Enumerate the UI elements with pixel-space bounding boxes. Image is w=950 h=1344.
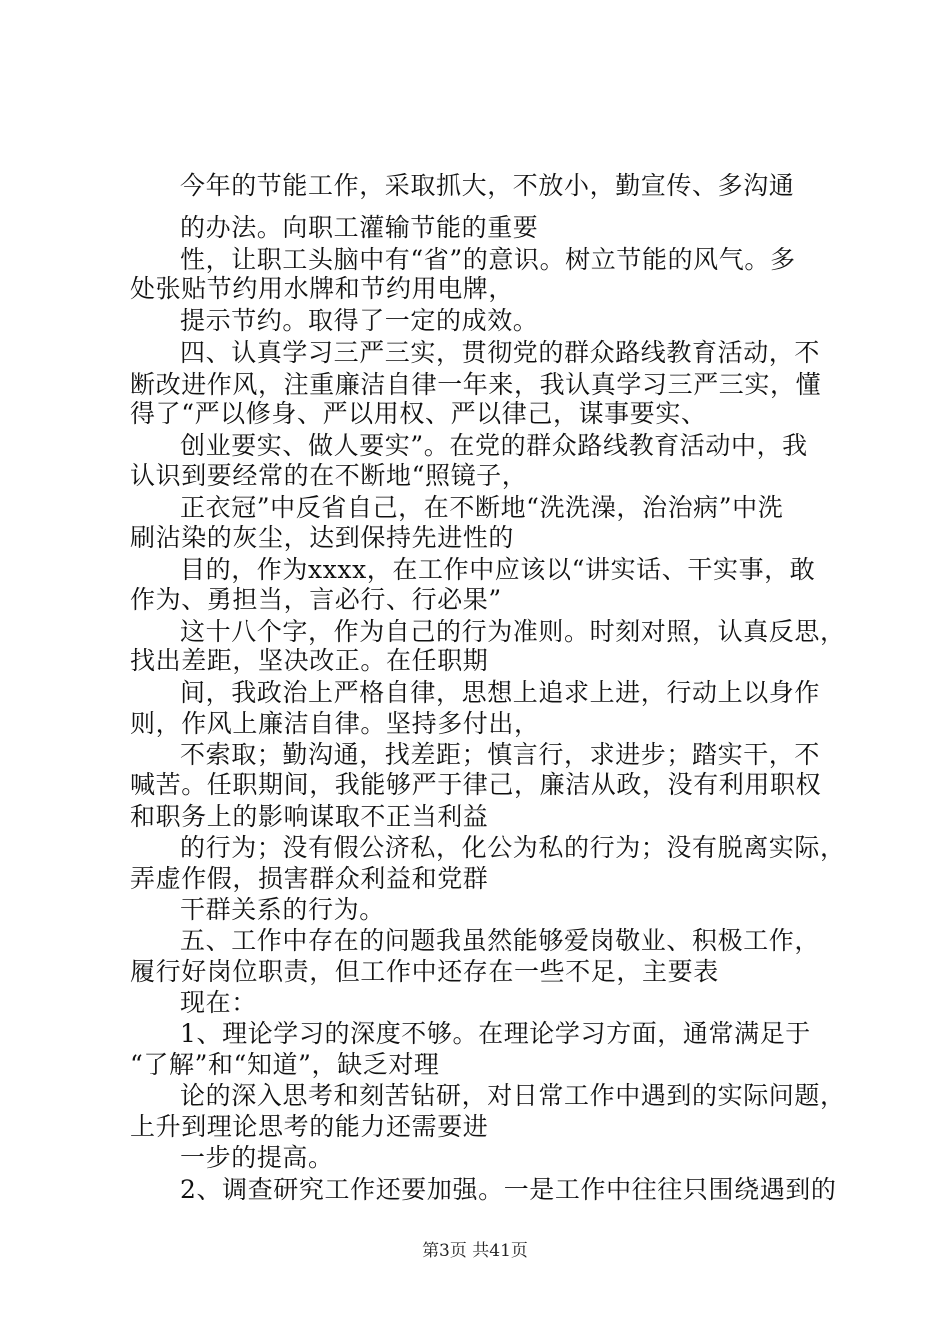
text-line: 正衣冠”中反省自己，在不断地“洗洗澡，治治病”中洗	[180, 493, 784, 522]
text-line: 目的，作为xxxx，在工作中应该以“讲实话、干实事，敢	[180, 555, 816, 584]
text-line: 不索取；勤沟通，找差距；慎言行，求进步；踏实干，不	[180, 740, 821, 769]
text-line: 提示节约。取得了一定的成效。	[180, 306, 539, 335]
text-line: 的行为；没有假公济私，化公为私的行为；没有脱离实际，	[180, 833, 846, 862]
text-line: 1、理论学习的深度不够。在理论学习方面，通常满足于	[180, 1019, 811, 1048]
text-line: 处张贴节约用水牌和节约用电牌，	[130, 274, 515, 303]
text-line: 断改进作风，注重廉洁自律一年来，我认真学习三严三实，懂	[130, 370, 822, 399]
text-line: “了解”和“知道”，缺乏对理	[130, 1050, 440, 1079]
text-line: 履行好岗位职责，但工作中还存在一些不足，主要表	[130, 957, 719, 986]
text-line: 五、工作中存在的问题我虽然能够爱岗敬业、积极工作，	[180, 926, 821, 955]
text-line: 得了“严以修身、严以用权、严以律己，谋事要实、	[130, 399, 707, 428]
text-line: 作为、勇担当，言必行、行必果”	[130, 585, 502, 614]
text-line: 上升到理论思考的能力还需要进	[130, 1112, 489, 1141]
page-footer: 第3页 共41页	[422, 1241, 528, 1261]
text-line: 则，作风上廉洁自律。坚持多付出，	[130, 709, 540, 738]
text-line: 认识到要经常的在不断地“照镜子，	[130, 461, 528, 490]
text-line: 现在：	[180, 988, 257, 1017]
text-line: 干群关系的行为。	[180, 895, 385, 924]
text-line: 四、认真学习三严三实，贯彻党的群众路线教育活动，不	[180, 338, 821, 367]
text-line: 弄虚作假，损害群众利益和党群	[130, 864, 489, 893]
text-line: 性，让职工头脑中有“省”的意识。树立节能的风气。多	[180, 245, 796, 274]
text-line: 创业要实、做人要实”。在党的群众路线教育活动中，我	[180, 431, 808, 460]
text-line: 2、调查研究工作还要加强。一是工作中往往只围绕遇到的	[180, 1175, 837, 1204]
text-line: 一步的提高。	[180, 1143, 334, 1172]
text-line: 这十八个字，作为自己的行为准则。时刻对照，认真反思，	[180, 617, 846, 646]
text-line: 今年的节能工作，采取抓大，不放小，勤宣传、多沟通	[180, 171, 795, 200]
text-line: 论的深入思考和刻苦钻研，对日常工作中遇到的实际问题，	[180, 1081, 846, 1110]
text-line: 和职务上的影响谋取不正当利益	[130, 802, 489, 831]
text-line: 间，我政治上严格自律，思想上追求上进，行动上以身作	[180, 678, 821, 707]
text-line: 刷沾染的灰尘，达到保持先进性的	[130, 523, 515, 552]
text-line: 喊苦。任职期间，我能够严于律己，廉洁从政，没有利用职权	[130, 770, 822, 799]
text-line: 找出差距，坚决改正。在任职期	[130, 646, 489, 675]
text-line: 的办法。向职工灌输节能的重要	[180, 213, 539, 242]
